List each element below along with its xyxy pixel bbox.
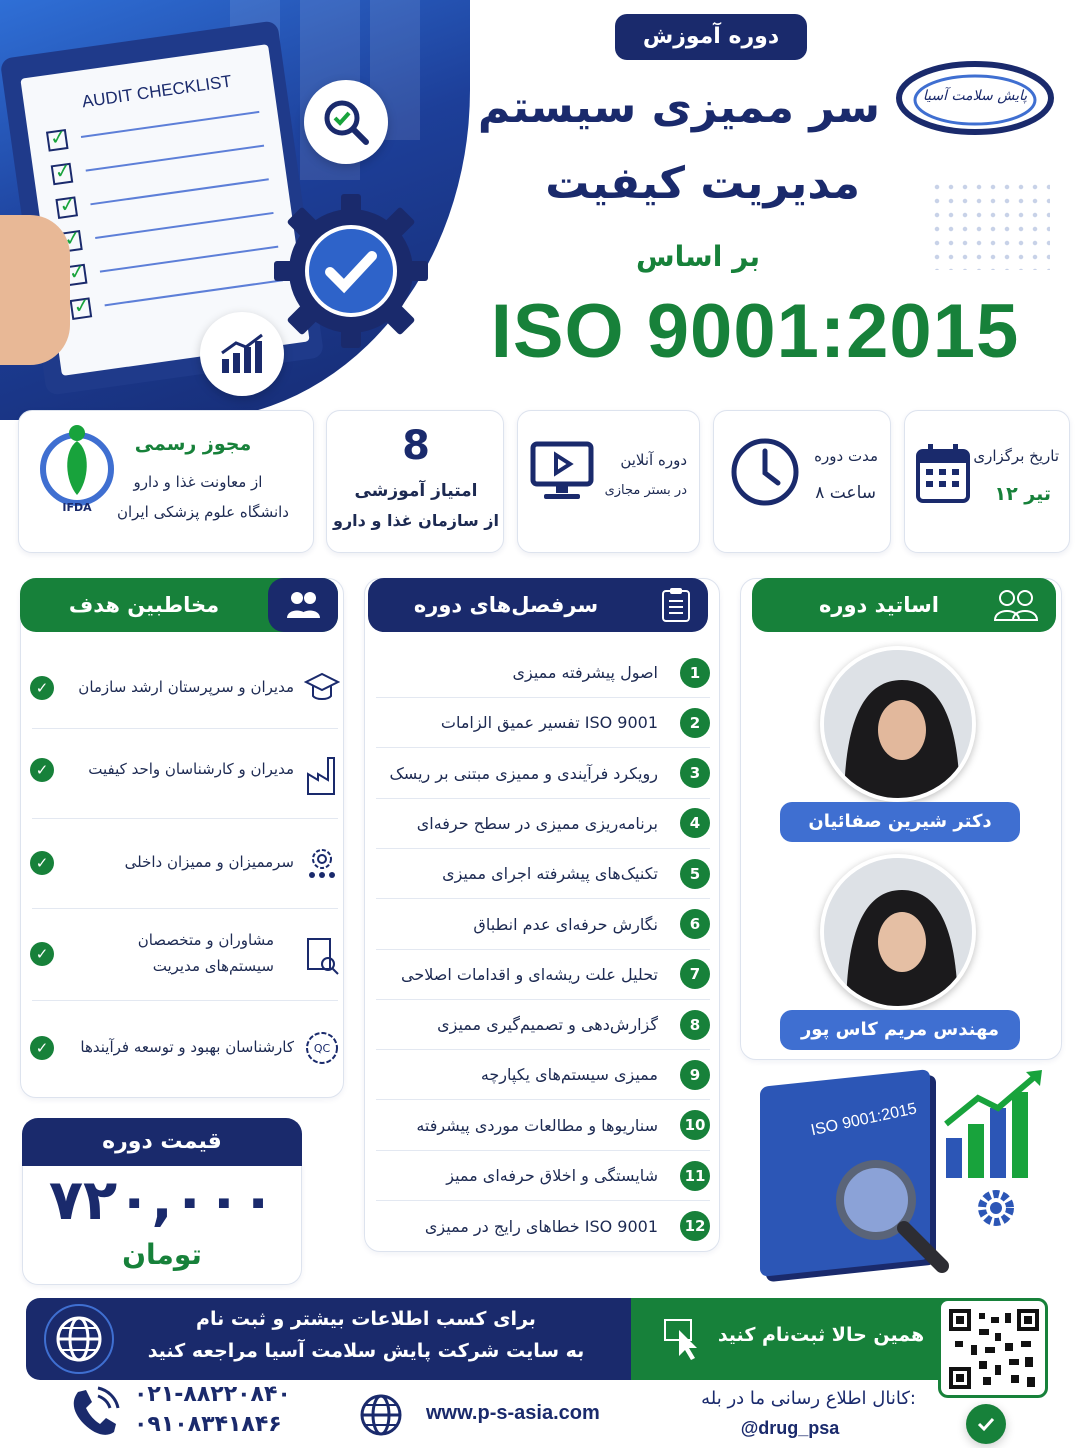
gear-icon xyxy=(974,1186,1018,1234)
check-icon: ✓ xyxy=(30,942,54,966)
audience-text: کارشناسان بهبود و توسعه فرآیندها xyxy=(80,1038,294,1057)
syllabus-header xyxy=(368,578,708,632)
license-label: مجوز رسمی xyxy=(134,433,252,455)
license-line2: دانشگاه علوم پزشکی ایران xyxy=(117,503,289,521)
duration-value: ۸ ساعت xyxy=(815,483,876,503)
date-label: تاریخ برگزاری xyxy=(973,447,1059,465)
license-line1: از معاونت غذا و دارو xyxy=(133,473,263,491)
qr-code[interactable] xyxy=(938,1298,1048,1398)
syllabus-item-number: 7 xyxy=(680,959,710,989)
hand-image xyxy=(0,215,70,365)
qc-badge-icon xyxy=(304,1030,340,1066)
online-sub: در بستر مجازی xyxy=(604,483,687,498)
syllabus-item xyxy=(376,1000,710,1050)
cta-info-line1: برای کسب اطلاعات بیشتر و ثبت نام xyxy=(196,1308,536,1330)
price-title: قیمت دوره xyxy=(22,1118,302,1166)
audience-header xyxy=(20,578,338,632)
magnifier-icon xyxy=(824,1148,954,1282)
syllabus-item-text: رویکرد فرآیندی و ممیزی مبتنی بر ریسک xyxy=(389,763,658,783)
date-card xyxy=(904,410,1070,553)
growth-chart-icon xyxy=(200,312,284,396)
gear-check-icon xyxy=(268,188,434,354)
people-icon xyxy=(268,578,338,632)
syllabus-item-number: 1 xyxy=(680,658,710,688)
syllabus-item-number: 11 xyxy=(680,1161,710,1191)
logo-text: پایش سلامت آسیا xyxy=(922,88,1028,104)
duration-label: مدت دوره xyxy=(814,447,878,465)
cta-info-line2: به سایت شرکت پایش سلامت آسیا مراجعه کنید xyxy=(147,1340,585,1362)
points-value: 8 xyxy=(402,423,430,469)
ifda-caption: IFDA xyxy=(62,501,92,514)
bale-check-icon xyxy=(966,1404,1006,1444)
audience-item xyxy=(30,845,340,881)
cta-band xyxy=(26,1298,1048,1380)
syllabus-item-number: 8 xyxy=(680,1010,710,1040)
team-gear-icon xyxy=(304,845,340,881)
syllabus-item xyxy=(376,1101,710,1151)
check-icon: ✓ xyxy=(30,1036,54,1060)
syllabus-item-text: شایستگی و اخلاق حرفه‌ای ممیز xyxy=(446,1166,658,1185)
audience-text: مشاوران و متخصصان سیستم‌های مدیریت xyxy=(137,931,274,975)
instructor-name: دکتر شیرین صفائیان xyxy=(780,802,1020,842)
book-label: ISO 9001:2015 xyxy=(809,1100,919,1140)
iso-book-image xyxy=(760,1068,1060,1288)
syllabus-item xyxy=(376,900,710,950)
check-icon: ✓ xyxy=(30,676,54,700)
instructors-icon xyxy=(976,588,1056,622)
graduation-cap-icon xyxy=(304,670,340,706)
audience-item xyxy=(30,1030,340,1066)
syllabus-item xyxy=(376,799,710,849)
course-badge: دوره آموزش xyxy=(615,14,807,60)
dot-pattern xyxy=(930,180,1050,270)
syllabus-item-text: تفسیر عمیق الزامات ISO 9001 xyxy=(440,713,658,733)
clipboard-list-icon xyxy=(644,587,708,623)
main-title-line3: بر اساس xyxy=(636,240,760,273)
syllabus-item xyxy=(376,749,710,799)
syllabus-item-number: 4 xyxy=(680,808,710,838)
factory-icon xyxy=(304,752,340,788)
price-value: ۷۲۰,۰۰۰ xyxy=(48,1168,276,1233)
syllabus-item-text: ممیزی سیستم‌های یکپارچه xyxy=(480,1065,658,1085)
syllabus-item xyxy=(376,698,710,748)
duration-card xyxy=(713,410,891,553)
cta-register-label: همین حالا ثبت‌نام کنید xyxy=(717,1324,925,1346)
syllabus-item-number: 9 xyxy=(680,1060,710,1090)
document-search-icon xyxy=(304,936,340,972)
syllabus-item-number: 12 xyxy=(680,1211,710,1241)
main-title-line1: سر ممیزی سیستم xyxy=(477,82,880,133)
growth-bars-icon xyxy=(942,1068,1052,1192)
channel-label: کانال اطلاع رسانی ما در بله: xyxy=(701,1388,916,1409)
syllabus-item-text: گزارش‌دهی و تصمیم‌گیری ممیزی xyxy=(437,1015,658,1035)
syllabus-item xyxy=(376,648,710,698)
instructor-photo xyxy=(820,646,976,802)
syllabus-item-number: 10 xyxy=(680,1110,710,1140)
check-icon: ✓ xyxy=(30,758,54,782)
audience-text: سرممیزان و ممیزان داخلی xyxy=(124,853,294,872)
monitor-play-icon xyxy=(530,439,594,507)
audience-item xyxy=(30,928,340,979)
syllabus-item xyxy=(376,1201,710,1251)
points-sub: از سازمان غذا و دارو xyxy=(333,511,499,530)
audience-text: مدیران و سرپرستان ارشد سازمان xyxy=(78,678,294,697)
syllabus-item-number: 6 xyxy=(680,909,710,939)
online-card xyxy=(517,410,700,553)
cta-info xyxy=(26,1298,631,1380)
website-globe-icon xyxy=(358,1392,404,1442)
instructor-photo xyxy=(820,854,976,1010)
syllabus-item-text: تکنیک‌های پیشرفته اجرای ممیزی xyxy=(442,864,658,884)
main-title-line2: مدیریت کیفیت xyxy=(545,158,860,209)
audience-text: مدیران و کارشناسان واحد کیفیت xyxy=(88,760,294,779)
audience-panel xyxy=(20,578,344,1098)
syllabus-item-text: نگارش حرفه‌ای عدم انطباق xyxy=(473,914,658,934)
instructors-title: اساتید دوره xyxy=(819,593,939,617)
company-logo xyxy=(895,60,1055,136)
syllabus-title: سرفصل‌های دوره xyxy=(413,593,599,617)
phone-icon xyxy=(66,1386,120,1444)
syllabus-item xyxy=(376,1050,710,1100)
instructors-header xyxy=(752,578,1056,632)
syllabus-item xyxy=(376,849,710,899)
audience-item xyxy=(30,670,340,706)
points-card xyxy=(326,410,504,553)
globe-icon xyxy=(44,1304,114,1374)
license-card xyxy=(18,410,314,553)
instructor-name: مهندس مریم کاس پور xyxy=(780,1010,1020,1050)
syllabus-item-text: تحلیل علت ریشه‌ای و اقدامات اصلاحی xyxy=(401,964,658,984)
phone-1[interactable]: ۰۲۱-۸۸۲۲۰۸۴۰ xyxy=(134,1382,291,1407)
phone-2[interactable]: ۰۹۱۰۸۳۴۱۸۴۶ xyxy=(134,1412,282,1437)
syllabus-item-text: اصول پیشرفته ممیزی xyxy=(512,663,658,682)
check-icon: ✓ xyxy=(30,851,54,875)
syllabus-item xyxy=(376,1151,710,1201)
online-label: دوره آنلاین xyxy=(620,451,687,469)
audience-item xyxy=(30,752,340,788)
iso-standard-title: ISO 9001:2015 xyxy=(490,289,1020,374)
syllabus-item xyxy=(376,950,710,1000)
price-currency: تومان xyxy=(122,1238,202,1271)
date-value: ۱۲ تیر xyxy=(994,483,1051,505)
svg-text:QC: QC xyxy=(313,1042,331,1055)
click-cursor-icon xyxy=(661,1316,701,1366)
syllabus-item-number: 3 xyxy=(680,758,710,788)
syllabus-item-text: سناریوها و مطالعات موردی پیشرفته xyxy=(416,1115,658,1135)
magnifier-check-icon xyxy=(304,80,388,164)
syllabus-item-number: 2 xyxy=(680,708,710,738)
channel-handle[interactable]: @drug_psa xyxy=(740,1418,840,1438)
website-link[interactable]: www.p-s-asia.com xyxy=(426,1402,600,1424)
syllabus-item-text: برنامه‌ریزی ممیزی در سطح حرفه‌ای xyxy=(416,813,658,833)
audience-title: مخاطبین هدف xyxy=(68,593,220,617)
checklist-title: AUDIT CHECKLIST xyxy=(80,71,233,112)
syllabus-item-number: 5 xyxy=(680,859,710,889)
syllabus-item-text: خطاهای رایج در ممیزی ISO 9001 xyxy=(424,1216,658,1236)
points-label: امتیاز آموزشی xyxy=(354,481,478,501)
